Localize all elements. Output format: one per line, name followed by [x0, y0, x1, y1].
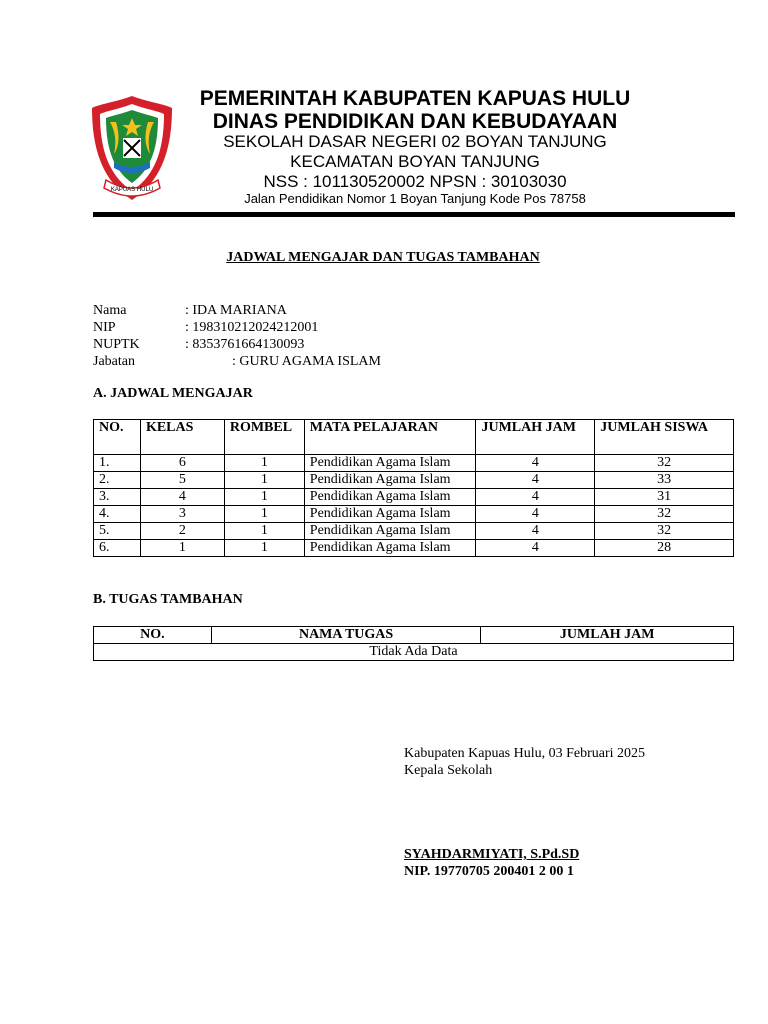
section-b-title: B. TUGAS TAMBAHAN	[93, 592, 243, 607]
table-row	[94, 455, 734, 472]
cell-jumlah-siswa: 32	[595, 455, 734, 472]
cell-jumlah-jam: 4	[476, 489, 595, 506]
cell-kelas: 5	[140, 472, 224, 489]
col-header-jumlah-jam: JUMLAH JAM	[476, 420, 595, 455]
cell-jumlah-siswa: 33	[595, 472, 734, 489]
cell-no: 2.	[94, 472, 141, 489]
cell-rombel: 1	[224, 489, 304, 506]
cell-jumlah-siswa: 32	[595, 506, 734, 523]
table-row	[94, 472, 734, 489]
cell-rombel: 1	[224, 506, 304, 523]
table-row	[94, 489, 734, 506]
cell-jumlah-jam: 4	[476, 472, 595, 489]
table-row	[94, 506, 734, 523]
col-header-no: NO.	[94, 420, 141, 455]
cell-kelas: 4	[140, 489, 224, 506]
signature-position: Kepala Sekolah	[404, 763, 493, 778]
header-divider	[93, 212, 735, 217]
cell-no: 3.	[94, 489, 141, 506]
col-header-jumlah-siswa: JUMLAH SISWA	[595, 420, 734, 455]
nama-value: : IDA MARIANA	[185, 303, 287, 318]
cell-mata-pelajaran: Pendidikan Agama Islam	[304, 455, 476, 472]
svg-text:KAPUAS HULU: KAPUAS HULU	[110, 187, 154, 193]
teacher-nip-row	[93, 319, 318, 336]
cell-mata-pelajaran: Pendidikan Agama Islam	[304, 523, 476, 540]
section-a-title: A. JADWAL MENGAJAR	[93, 386, 253, 401]
cell-jumlah-jam: 4	[476, 540, 595, 557]
teacher-jabatan-row	[93, 353, 381, 370]
nip-label: NIP	[93, 320, 116, 335]
document-title: JADWAL MENGAJAR DAN TUGAS TAMBAHAN	[226, 250, 540, 265]
cell-jumlah-siswa: 31	[595, 489, 734, 506]
cell-rombel: 1	[224, 540, 304, 557]
header-address: Jalan Pendidikan Nomor 1 Boyan Tanjung Kode Pos 78758	[244, 191, 586, 206]
cell-jumlah-jam: 4	[476, 523, 595, 540]
nama-label: Nama	[93, 303, 127, 318]
signature-place-date: Kabupaten Kapuas Hulu, 03 Februari 2025	[404, 746, 646, 761]
tugas-tambahan-table	[93, 626, 734, 661]
col-header-jumlah-jam: JUMLAH JAM	[481, 627, 734, 644]
header-agency: DINAS PENDIDIKAN DAN KEBUDAYAAN	[212, 110, 618, 133]
cell-jumlah-jam: 4	[476, 506, 595, 523]
cell-mata-pelajaran: Pendidikan Agama Islam	[304, 540, 476, 557]
teacher-nuptk-row	[93, 336, 304, 353]
cell-kelas: 1	[140, 540, 224, 557]
jabatan-value: : GURU AGAMA ISLAM	[232, 354, 381, 369]
cell-rombel: 1	[224, 472, 304, 489]
nuptk-label: NUPTK	[93, 337, 140, 352]
table-header-row	[94, 420, 734, 455]
teacher-name-row	[93, 302, 287, 319]
cell-kelas: 6	[140, 455, 224, 472]
table-row	[94, 644, 734, 661]
table-row	[94, 523, 734, 540]
cell-no: 1.	[94, 455, 141, 472]
cell-no: 4.	[94, 506, 141, 523]
header-nss-npsn: NSS : 101130520002 NPSN : 30103030	[263, 172, 567, 191]
cell-no: 6.	[94, 540, 141, 557]
cell-rombel: 1	[224, 523, 304, 540]
jadwal-mengajar-table	[93, 419, 734, 557]
cell-mata-pelajaran: Pendidikan Agama Islam	[304, 472, 476, 489]
table-header-row	[94, 627, 734, 644]
col-header-kelas: KELAS	[140, 420, 224, 455]
header-district: KECAMATAN BOYAN TANJUNG	[290, 152, 540, 171]
nuptk-value: : 8353761664130093	[185, 337, 305, 352]
cell-jumlah-siswa: 32	[595, 523, 734, 540]
nip-value: : 198310212024212001	[185, 320, 319, 335]
cell-kelas: 2	[140, 523, 224, 540]
cell-mata-pelajaran: Pendidikan Agama Islam	[304, 506, 476, 523]
header-government: PEMERINTAH KABUPATEN KAPUAS HULU	[199, 87, 631, 110]
cell-mata-pelajaran: Pendidikan Agama Islam	[304, 489, 476, 506]
signature-name: SYAHDARMIYATI, S.Pd.SD	[404, 847, 580, 862]
col-header-rombel: ROMBEL	[224, 420, 304, 455]
signature-nip: NIP. 19770705 200401 2 00 1	[404, 864, 574, 879]
cell-jumlah-siswa: 28	[595, 540, 734, 557]
col-header-no: NO.	[94, 627, 212, 644]
empty-data-cell: Tidak Ada Data	[94, 644, 734, 661]
table-row	[94, 540, 734, 557]
col-header-mata-pelajaran: MATA PELAJARAN	[304, 420, 476, 455]
cell-no: 5.	[94, 523, 141, 540]
header-school: SEKOLAH DASAR NEGERI 02 BOYAN TANJUNG	[223, 132, 607, 151]
cell-rombel: 1	[224, 455, 304, 472]
cell-kelas: 3	[140, 506, 224, 523]
cell-jumlah-jam: 4	[476, 455, 595, 472]
jabatan-label: Jabatan	[93, 354, 135, 369]
col-header-nama-tugas: NAMA TUGAS	[211, 627, 481, 644]
